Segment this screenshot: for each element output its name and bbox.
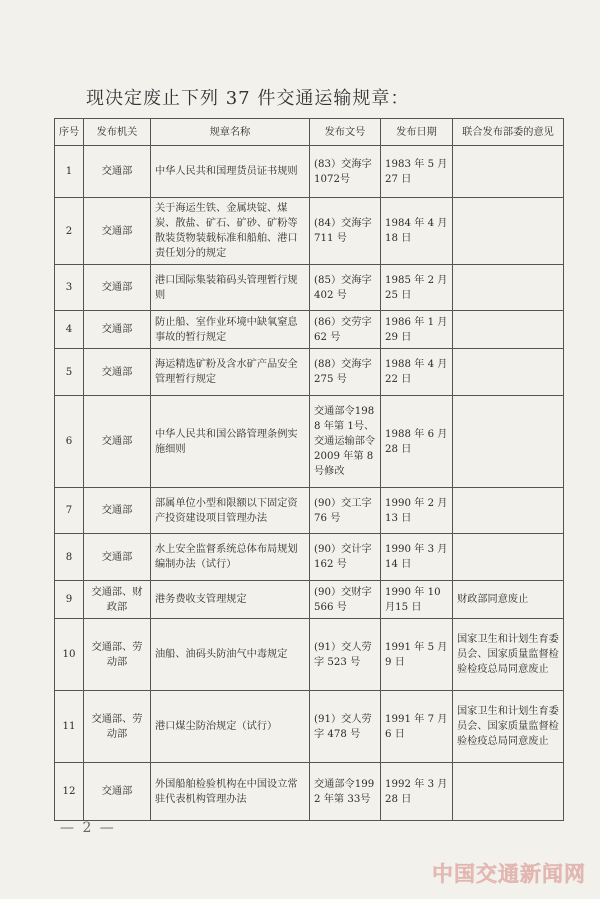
row-opinion xyxy=(453,146,564,198)
row-regulation-name: 港务费收支管理规定 xyxy=(151,581,310,619)
row-department: 交通部、财政部 xyxy=(84,581,151,619)
row-opinion xyxy=(453,488,564,534)
row-number: 9 xyxy=(55,581,84,619)
row-regulation-name: 防止船、室作业环境中缺氧窒息事故的暂行规定 xyxy=(151,311,310,349)
row-regulation-name: 中华人民共和国公路管理条例实施细则 xyxy=(151,396,310,488)
row-number: 1 xyxy=(55,146,84,198)
row-department: 交通部 xyxy=(84,488,151,534)
table-row xyxy=(55,146,564,198)
row-publish-date: 1991 年 7 月6 日 xyxy=(381,691,453,763)
row-number: 3 xyxy=(55,265,84,311)
row-department: 交通部 xyxy=(84,396,151,488)
row-department: 交通部 xyxy=(84,534,151,581)
row-document-number: (90）交工字76 号 xyxy=(310,488,381,534)
table-row xyxy=(55,198,564,265)
row-document-number: 交通部令1992 年第 33号 xyxy=(310,763,381,821)
row-opinion xyxy=(453,198,564,265)
row-regulation-name: 部属单位小型和限额以下固定资产投资建设项目管理办法 xyxy=(151,488,310,534)
table-row xyxy=(55,396,564,488)
table-row xyxy=(55,488,564,534)
table-row xyxy=(55,691,564,763)
table-row xyxy=(55,311,564,349)
row-publish-date: 1991 年 5 月9 日 xyxy=(381,619,453,691)
row-publish-date: 1986 年 1 月29 日 xyxy=(381,311,453,349)
page-number: — 2 — xyxy=(60,820,116,836)
row-publish-date: 1988 年 6 月28 日 xyxy=(381,396,453,488)
header-date: 发布日期 xyxy=(381,119,453,146)
row-opinion: 国家卫生和计划生育委员会、国家质量监督检验检疫总局同意废止 xyxy=(453,619,564,691)
table-row xyxy=(55,534,564,581)
row-regulation-name: 油船、油码头防油气中毒规定 xyxy=(151,619,310,691)
header-name: 规章名称 xyxy=(151,119,310,146)
row-regulation-name: 海运精选矿粉及含水矿产品安全管理暂行规定 xyxy=(151,349,310,396)
row-opinion: 国家卫生和计划生育委员会、国家质量监督检验检疫总局同意废止 xyxy=(453,691,564,763)
row-regulation-name: 港口煤尘防治规定（试行） xyxy=(151,691,310,763)
row-department: 交通部 xyxy=(84,349,151,396)
row-department: 交通部 xyxy=(84,265,151,311)
row-document-number: (91）交人劳字 523 号 xyxy=(310,619,381,691)
row-document-number: (91）交人劳字 478 号 xyxy=(310,691,381,763)
row-publish-date: 1985 年 2 月25 日 xyxy=(381,265,453,311)
row-opinion xyxy=(453,349,564,396)
row-number: 2 xyxy=(55,198,84,265)
row-opinion xyxy=(453,311,564,349)
row-department: 交通部、劳动部 xyxy=(84,691,151,763)
row-number: 4 xyxy=(55,311,84,349)
row-department: 交通部 xyxy=(84,198,151,265)
row-department: 交通部 xyxy=(84,311,151,349)
table-row xyxy=(55,265,564,311)
row-publish-date: 1990 年 2 月13 日 xyxy=(381,488,453,534)
row-opinion xyxy=(453,534,564,581)
row-publish-date: 1988 年 4 月22 日 xyxy=(381,349,453,396)
row-publish-date: 1990 年 10 月15 日 xyxy=(381,581,453,619)
watermark-logo: 中国交通新闻网 xyxy=(432,862,586,886)
header-opinion: 联合发布部委的意见 xyxy=(453,119,564,146)
table-header-row xyxy=(55,119,564,146)
row-number: 12 xyxy=(55,763,84,821)
row-number: 5 xyxy=(55,349,84,396)
row-opinion xyxy=(453,763,564,821)
row-publish-date: 1990 年 3 月14 日 xyxy=(381,534,453,581)
row-publish-date: 1984 年 4 月18 日 xyxy=(381,198,453,265)
row-number: 8 xyxy=(55,534,84,581)
row-number: 6 xyxy=(55,396,84,488)
row-opinion xyxy=(453,265,564,311)
row-document-number: (88）交海字275 号 xyxy=(310,349,381,396)
row-number: 7 xyxy=(55,488,84,534)
row-opinion: 财政部同意废止 xyxy=(453,581,564,619)
document-title: 现决定废止下列 37 件交通运输规章： xyxy=(86,88,410,109)
header-dept: 发布机关 xyxy=(84,119,151,146)
table-row xyxy=(55,581,564,619)
row-document-number: 交通部令1988 年第 1号、交通运输部令 2009 年第 8 号修改 xyxy=(310,396,381,488)
row-regulation-name: 关于海运生铁、金属块锭、煤炭、散盐、矿石、矿砂、矿粉等散装货物装载标准和船舶、港口责任划分的规定 xyxy=(151,198,310,265)
row-document-number: (90）交财字566 号 xyxy=(310,581,381,619)
row-number: 11 xyxy=(55,691,84,763)
row-number: 10 xyxy=(55,619,84,691)
table-row xyxy=(55,619,564,691)
row-department: 交通部 xyxy=(84,763,151,821)
row-document-number: (85）交海字402 号 xyxy=(310,265,381,311)
row-department: 交通部、劳动部 xyxy=(84,619,151,691)
row-publish-date: 1983 年 5 月27 日 xyxy=(381,146,453,198)
regulations-table xyxy=(54,118,564,821)
row-department: 交通部 xyxy=(84,146,151,198)
header-no: 序号 xyxy=(55,119,84,146)
table-row xyxy=(55,763,564,821)
row-regulation-name: 港口国际集装箱码头管理暂行规则 xyxy=(151,265,310,311)
row-regulation-name: 中华人民共和国理货员证书规则 xyxy=(151,146,310,198)
row-regulation-name: 水上安全监督系统总体布局规划编制办法（试行） xyxy=(151,534,310,581)
row-document-number: (84）交海字711 号 xyxy=(310,198,381,265)
row-document-number: (83）交海字1072号 xyxy=(310,146,381,198)
row-document-number: (90）交计字162 号 xyxy=(310,534,381,581)
row-regulation-name: 外国船舶检验机构在中国设立常驻代表机构管理办法 xyxy=(151,763,310,821)
header-doc: 发布文号 xyxy=(310,119,381,146)
table-row xyxy=(55,349,564,396)
row-document-number: (86）交劳字62 号 xyxy=(310,311,381,349)
row-publish-date: 1992 年 3 月28 日 xyxy=(381,763,453,821)
row-opinion xyxy=(453,396,564,488)
